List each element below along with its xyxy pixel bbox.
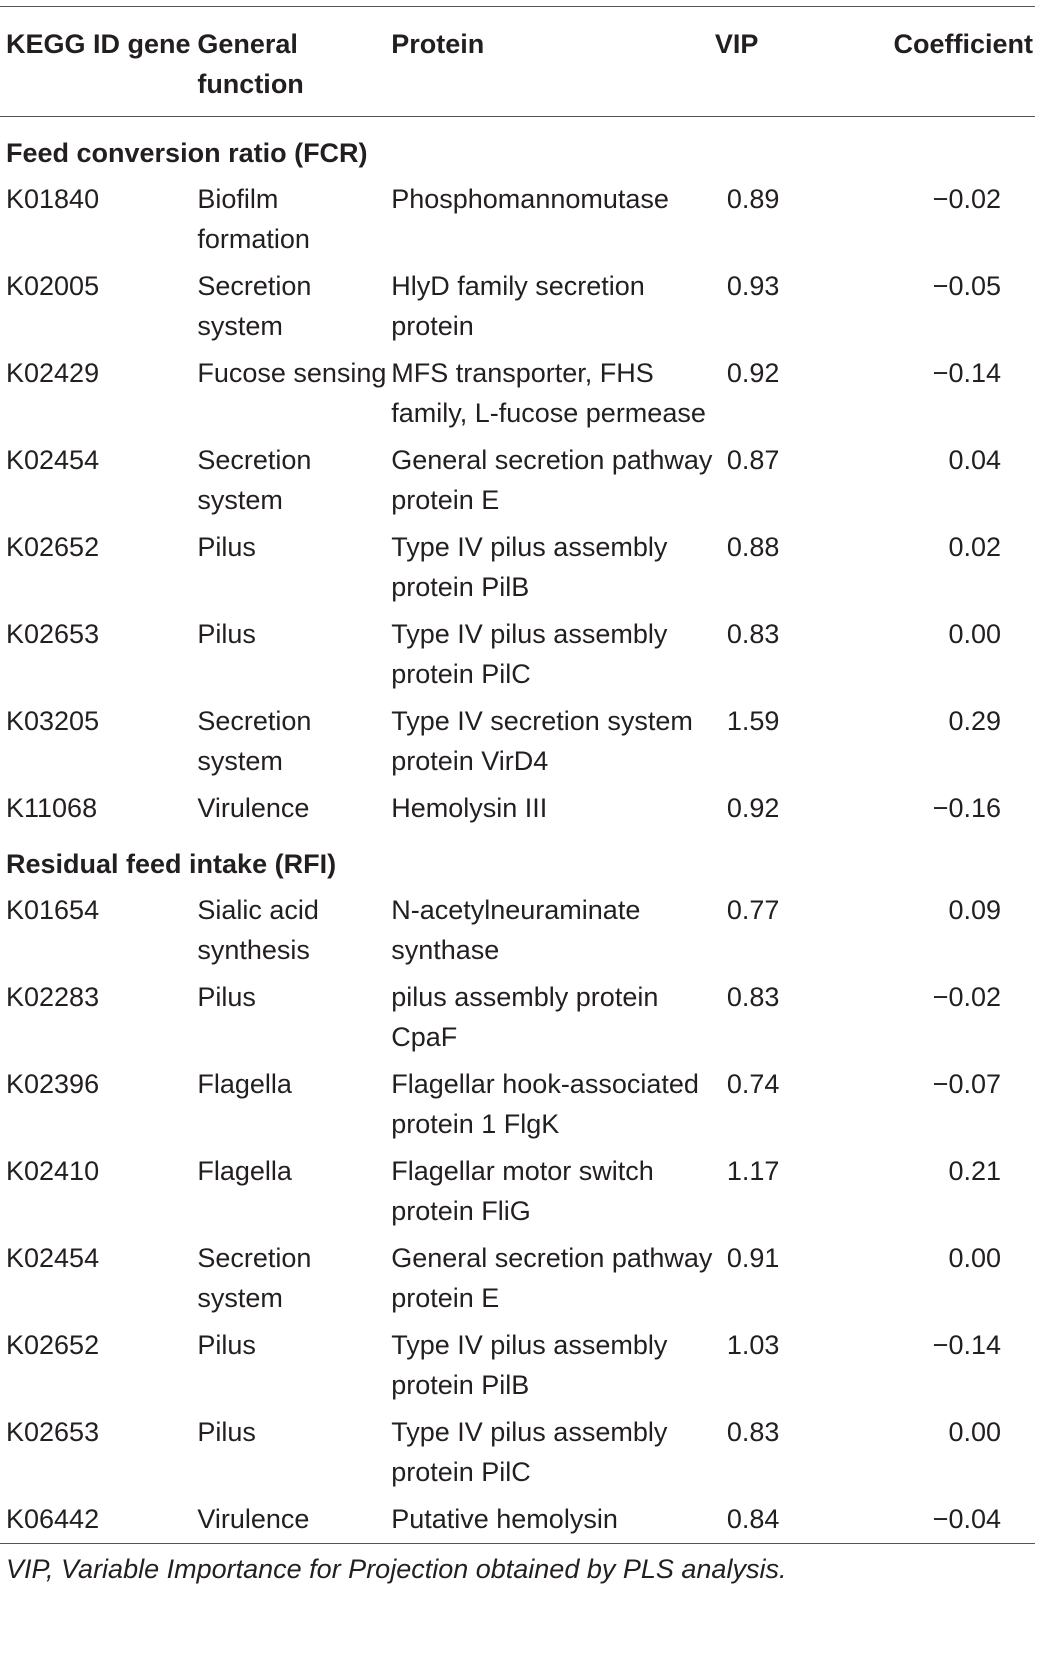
cell-coefficient: −0.07	[932, 1069, 1001, 1099]
cell-protein: Putative hemolysin	[391, 1504, 618, 1534]
cell-protein: MFS transporter, FHS family, L-fucose permease	[391, 358, 706, 428]
cell-general-function: Secretion system	[197, 271, 312, 341]
cell-vip: 0.84	[726, 1504, 780, 1534]
cell-general-function: Biofilm formation	[197, 184, 310, 254]
cell-kegg-id: K02652	[6, 532, 100, 562]
cell-general-function: Virulence	[197, 1504, 310, 1534]
cell-kegg-id: K06442	[6, 1504, 100, 1534]
cell-kegg-id: K01654	[6, 895, 100, 925]
cell-general-function: Secretion system	[197, 1243, 312, 1313]
footnote-row	[0, 1544, 1035, 1594]
cell-vip: 0.87	[726, 445, 780, 475]
cell-kegg-id: K02410	[6, 1156, 100, 1186]
cell-kegg-id: K02396	[6, 1069, 100, 1099]
cell-vip: 0.74	[726, 1069, 780, 1099]
table-row	[0, 263, 1035, 350]
cell-coefficient: −0.02	[932, 184, 1001, 214]
cell-protein: pilus assembly protein CpaF	[391, 982, 659, 1052]
cell-kegg-id: K11068	[6, 793, 98, 823]
cell-general-function: Flagella	[197, 1156, 292, 1186]
table-header	[0, 7, 1035, 117]
header-kegg: KEGG ID gene	[6, 29, 191, 59]
cell-kegg-id: K02454	[6, 1243, 100, 1273]
cell-coefficient: 0.04	[948, 445, 1001, 475]
cell-coefficient: −0.14	[932, 1330, 1001, 1360]
table-row	[0, 176, 1035, 263]
cell-kegg-id: K03205	[6, 706, 100, 736]
cell-general-function: Pilus	[197, 982, 256, 1012]
cell-kegg-id: K02653	[6, 1417, 100, 1447]
cell-general-function: Virulence	[197, 793, 310, 823]
table-row	[0, 1061, 1035, 1148]
cell-general-function: Secretion system	[197, 445, 312, 515]
cell-vip: 0.92	[726, 358, 780, 388]
cell-kegg-id: K02429	[6, 358, 100, 388]
table-row	[0, 1148, 1035, 1235]
table-row	[0, 611, 1035, 698]
cell-coefficient: 0.29	[948, 706, 1001, 736]
cell-protein: Type IV pilus assembly protein PilB	[391, 532, 668, 602]
cell-coefficient: 0.09	[948, 895, 1001, 925]
table-row	[0, 698, 1035, 785]
cell-vip: 0.77	[726, 895, 780, 925]
cell-vip: 0.89	[726, 184, 780, 214]
table-row	[0, 437, 1035, 524]
cell-protein: Type IV pilus assembly protein PilC	[391, 1417, 668, 1487]
footnote: VIP, Variable Importance for Projection obtained by PLS analysis.	[6, 1554, 787, 1584]
cell-protein: Flagellar hook-associated protein 1 FlgK	[391, 1069, 699, 1139]
cell-general-function: Pilus	[197, 532, 256, 562]
header-protein: Protein	[391, 29, 485, 59]
cell-vip: 1.59	[726, 706, 780, 736]
header-coefficient: Coefficient	[893, 29, 1033, 59]
table-body	[0, 117, 1035, 1544]
cell-kegg-id: K02653	[6, 619, 100, 649]
cell-coefficient: −0.14	[932, 358, 1001, 388]
cell-vip: 0.91	[726, 1243, 780, 1273]
table-row	[0, 785, 1035, 832]
table-row	[0, 1235, 1035, 1322]
cell-protein: Type IV pilus assembly protein PilB	[391, 1330, 668, 1400]
cell-coefficient: 0.00	[948, 1243, 1001, 1273]
cell-general-function: Fucose sensing	[197, 358, 387, 388]
cell-protein: General secretion pathway protein E	[391, 445, 713, 515]
cell-vip: 1.17	[726, 1156, 780, 1186]
cell-coefficient: 0.02	[948, 532, 1001, 562]
cell-general-function: Pilus	[197, 619, 256, 649]
cell-kegg-id: K01840	[6, 184, 100, 214]
table-row	[0, 524, 1035, 611]
data-table	[0, 6, 1035, 1593]
header-row	[0, 7, 1035, 117]
cell-protein: Flagellar motor switch protein FliG	[391, 1156, 654, 1226]
cell-coefficient: 0.00	[948, 1417, 1001, 1447]
cell-protein: N-acetylneuraminate synthase	[391, 895, 641, 965]
section-title: Residual feed intake (RFI)	[6, 849, 337, 879]
cell-vip: 0.92	[726, 793, 780, 823]
cell-protein: Hemolysin III	[391, 793, 548, 823]
cell-coefficient: 0.00	[948, 619, 1001, 649]
table-row	[0, 1322, 1035, 1409]
cell-vip: 1.03	[726, 1330, 780, 1360]
cell-vip: 0.83	[726, 982, 780, 1012]
cell-coefficient: 0.21	[948, 1156, 1001, 1186]
cell-protein: General secretion pathway protein E	[391, 1243, 713, 1313]
cell-coefficient: −0.05	[932, 271, 1001, 301]
table-row	[0, 1409, 1035, 1496]
table-row	[0, 974, 1035, 1061]
table-footer	[0, 1544, 1035, 1594]
cell-vip: 0.83	[726, 619, 780, 649]
cell-vip: 0.88	[726, 532, 780, 562]
cell-protein: Type IV secretion system protein VirD4	[391, 706, 693, 776]
table-row	[0, 887, 1035, 974]
cell-general-function: Pilus	[197, 1417, 256, 1447]
table-row	[0, 1496, 1035, 1544]
cell-kegg-id: K02283	[6, 982, 100, 1012]
section-row	[0, 832, 1035, 887]
cell-protein: Type IV pilus assembly protein PilC	[391, 619, 668, 689]
section-title: Feed conversion ratio (FCR)	[6, 138, 368, 168]
header-vip: VIP	[714, 29, 759, 59]
cell-kegg-id: K02005	[6, 271, 100, 301]
cell-general-function: Pilus	[197, 1330, 256, 1360]
cell-coefficient: −0.16	[932, 793, 1001, 823]
cell-general-function: Secretion system	[197, 706, 312, 776]
cell-vip: 0.93	[726, 271, 780, 301]
cell-general-function: Sialic acid synthesis	[197, 895, 319, 965]
cell-vip: 0.83	[726, 1417, 780, 1447]
cell-kegg-id: K02652	[6, 1330, 100, 1360]
table-row	[0, 350, 1035, 437]
cell-protein: Phosphomannomutase	[391, 184, 669, 214]
cell-general-function: Flagella	[197, 1069, 292, 1099]
cell-kegg-id: K02454	[6, 445, 100, 475]
cell-coefficient: −0.02	[932, 982, 1001, 1012]
header-function: General function	[197, 29, 304, 99]
cell-protein: HlyD family secretion protein	[391, 271, 645, 341]
section-row	[0, 117, 1035, 177]
cell-coefficient: −0.04	[932, 1504, 1001, 1534]
